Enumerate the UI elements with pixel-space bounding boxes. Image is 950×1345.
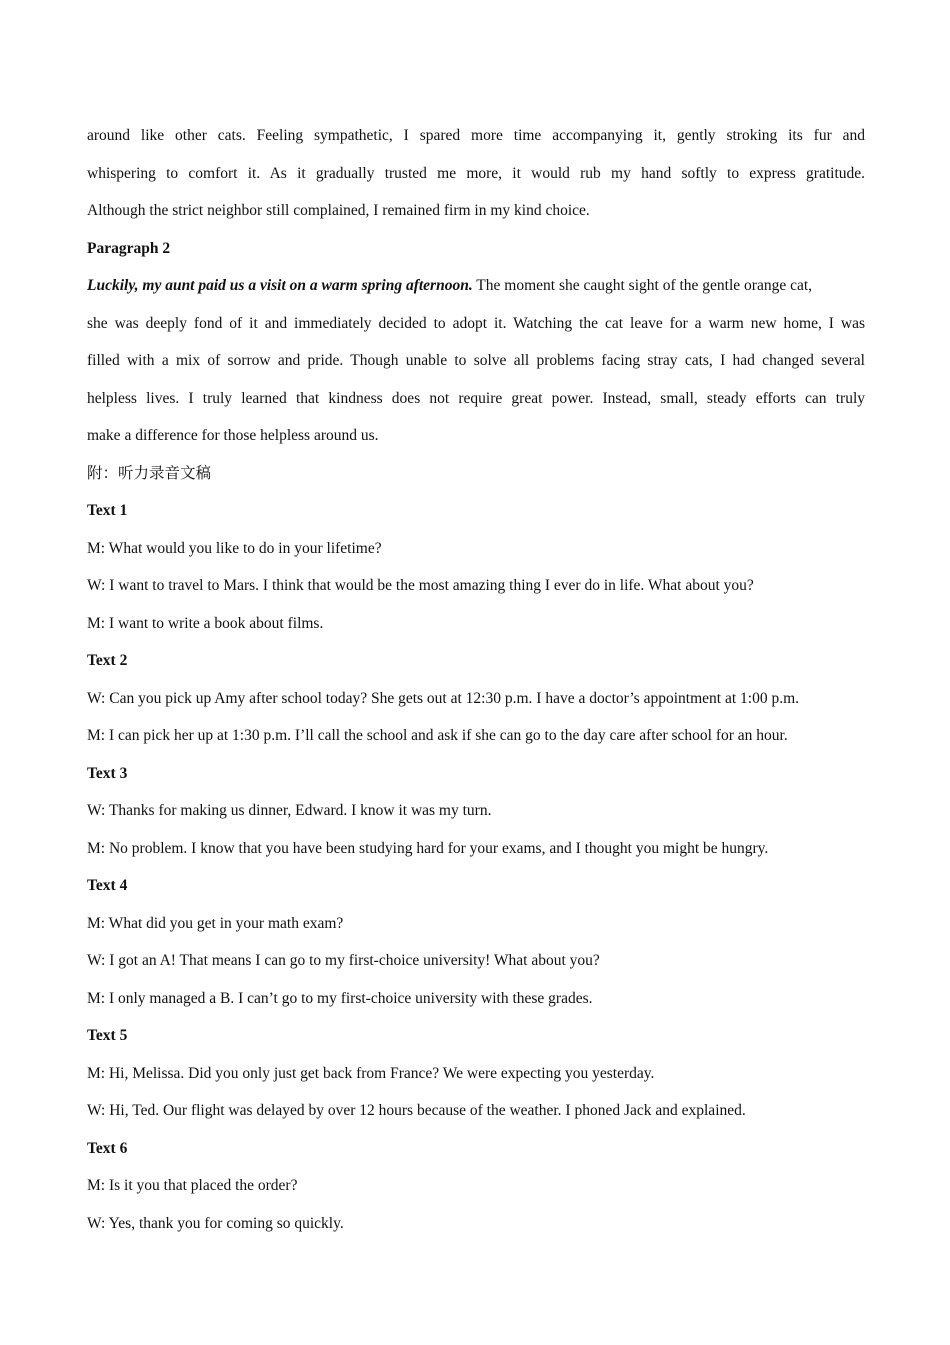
dialogue-line: M: No problem. I know that you have been studying hard for your exams, and I thought you might be hungry. — [87, 839, 769, 857]
document-page — [87, 117, 865, 1242]
text-heading: Text 6 — [87, 1139, 128, 1157]
essay-line: filled with a mix of sorrow and pride. Though unable to solve all problems facing stray cats, I had changed several — [87, 352, 865, 369]
dialogue-line: M: Hi, Melissa. Did you only just get back from France? We were expecting you yesterday. — [87, 1064, 655, 1082]
essay-line: helpless lives. I truly learned that kindness does not require great power. Instead, small, steady efforts can truly — [87, 389, 865, 407]
listening-text-4 — [87, 867, 865, 1017]
dialogue-line: M: What did you get in your math exam? — [87, 914, 344, 932]
essay-line: around like other cats. Feeling sympathetic, I spared more time accompanying it, gently stroking its fur and — [87, 127, 865, 144]
dialogue-line: W: Can you pick up Amy after school today? She gets out at 12:30 p.m. I have a doctor’s appointment at 1:00 p.m. — [87, 689, 800, 707]
paragraph-2-first-line-rest: The moment she caught sight of the gentle orange cat, — [472, 277, 813, 294]
essay-line: she was deeply fond of it and immediately decided to adopt it. Watching the cat leave for a warm new home, I was — [87, 314, 865, 332]
text-heading: Text 3 — [87, 764, 128, 782]
paragraph-2 — [87, 267, 865, 455]
dialogue-line: W: Yes, thank you for coming so quickly. — [87, 1214, 344, 1232]
essay-line: whispering to comfort it. As it gradually trusted me more, it would rub my hand softly to express gratitude. — [87, 164, 865, 182]
dialogue-line: M: I only managed a B. I can’t go to my first-choice university with these grades. — [87, 989, 593, 1007]
dialogue-line: M: I want to write a book about films. — [87, 614, 324, 632]
listening-text-1 — [87, 492, 865, 642]
paragraph-2-lead-sentence: Luckily, my aunt paid us a visit on a warm spring afternoon. — [87, 277, 473, 294]
listening-text-2 — [87, 642, 865, 755]
appendix-title: 附：听力录音文稿 — [87, 464, 212, 482]
text-heading: Text 1 — [87, 502, 128, 519]
dialogue-line: M: What would you like to do in your lifetime? — [87, 539, 382, 557]
essay-line: make a difference for those helpless around us. — [87, 427, 379, 444]
text-heading: Text 4 — [87, 877, 128, 894]
listening-text-6 — [87, 1130, 865, 1243]
paragraph-1-continuation — [87, 117, 865, 230]
essay-line — [87, 267, 865, 305]
essay-line: Although the strict neighbor still complained, I remained firm in my kind choice. — [87, 202, 590, 219]
dialogue-line: W: Hi, Ted. Our flight was delayed by over 12 hours because of the weather. I phoned Jack and explained. — [87, 1102, 746, 1119]
dialogue-line: W: I got an A! That means I can go to my first-choice university! What about you? — [87, 952, 600, 969]
dialogue-line: M: I can pick her up at 1:30 p.m. I’ll call the school and ask if she can go to the day care after school for an hour. — [87, 727, 788, 744]
dialogue-line: W: Thanks for making us dinner, Edward. I know it was my turn. — [87, 802, 492, 819]
listening-text-5 — [87, 1017, 865, 1130]
text-heading: Text 2 — [87, 652, 128, 669]
dialogue-line: W: I want to travel to Mars. I think that would be the most amazing thing I ever do in life. What about you? — [87, 577, 754, 594]
dialogue-line: M: Is it you that placed the order? — [87, 1177, 298, 1194]
text-heading: Text 5 — [87, 1027, 128, 1044]
paragraph-2-heading: Paragraph 2 — [87, 239, 171, 257]
listening-text-3 — [87, 755, 865, 868]
